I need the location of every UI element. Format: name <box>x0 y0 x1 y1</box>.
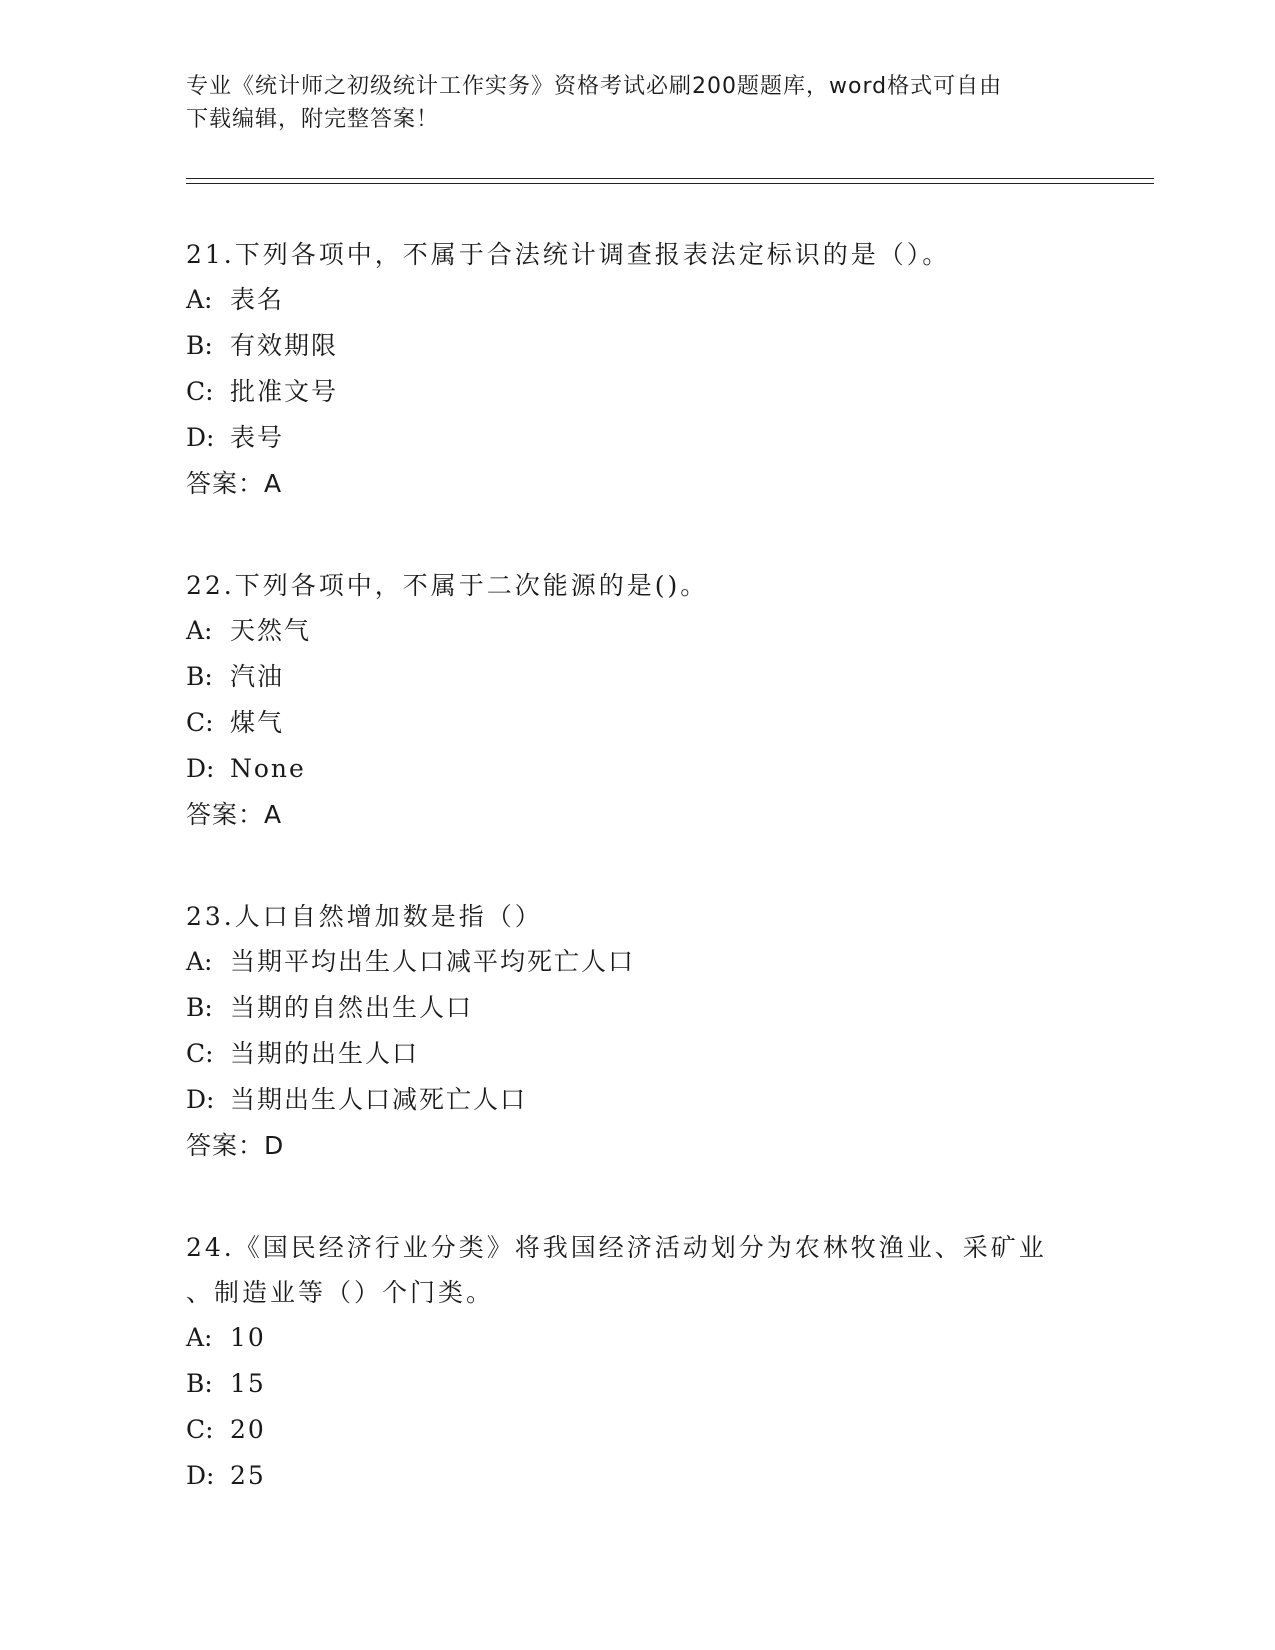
option-key: C: <box>186 1415 214 1444</box>
option-key: A: <box>186 285 213 314</box>
header-divider-top <box>186 178 1154 179</box>
option-text: 表名 <box>230 285 285 314</box>
option-d <box>186 415 1106 461</box>
question-23 <box>186 894 1106 1169</box>
option-text: 汽油 <box>230 662 285 691</box>
answer-line: 答案：A <box>186 800 283 829</box>
option-text: None <box>230 754 306 783</box>
option-key: B: <box>186 1369 213 1398</box>
option-c <box>186 1407 1106 1453</box>
option-text: 当期的出生人口 <box>230 1039 420 1068</box>
option-a <box>186 608 1106 654</box>
option-text: 15 <box>230 1369 266 1398</box>
document-header <box>186 70 1086 136</box>
question-stem: 21.下列各项中，不属于合法统计调查报表法定标识的是（）。 <box>186 240 951 269</box>
option-d <box>186 1077 1106 1123</box>
header-title-line-2: 下载编辑，附完整答案！ <box>186 107 440 132</box>
option-c <box>186 1031 1106 1077</box>
option-b <box>186 1361 1106 1407</box>
option-a <box>186 939 1106 985</box>
question-stem: 22.下列各项中，不属于二次能源的是()。 <box>186 571 709 600</box>
question-22 <box>186 563 1106 838</box>
option-key: A: <box>186 616 213 645</box>
option-key: D: <box>186 754 215 783</box>
option-b <box>186 654 1106 700</box>
option-text: 有效期限 <box>230 331 339 360</box>
option-key: A: <box>186 947 213 976</box>
option-b <box>186 323 1106 369</box>
question-21 <box>186 232 1106 507</box>
option-a <box>186 277 1106 323</box>
answer-line: 答案：A <box>186 469 283 498</box>
question-stem: 24.《国民经济行业分类》将我国经济活动划分为农林牧渔业、采矿业 <box>186 1233 1047 1262</box>
option-key: C: <box>186 708 214 737</box>
question-stem-continued: 、制造业等（）个门类。 <box>186 1278 495 1307</box>
header-title-line-1: 专业《统计师之初级统计工作实务》资格考试必刷200题题库，word格式可自由 <box>186 74 1003 99</box>
option-key: C: <box>186 1039 214 1068</box>
question-24 <box>186 1225 1106 1499</box>
option-key: B: <box>186 662 213 691</box>
option-key: C: <box>186 377 214 406</box>
option-d <box>186 746 1106 792</box>
option-text: 25 <box>230 1461 266 1490</box>
option-text: 20 <box>230 1415 266 1444</box>
option-text: 当期的自然出生人口 <box>230 993 474 1022</box>
option-key: A: <box>186 1323 213 1352</box>
option-a <box>186 1315 1106 1361</box>
option-c <box>186 369 1106 415</box>
option-text: 天然气 <box>230 616 312 645</box>
option-key: D: <box>186 423 215 452</box>
question-list <box>186 232 1106 1555</box>
header-divider-bottom <box>186 183 1154 184</box>
option-text: 表号 <box>230 423 285 452</box>
option-key: B: <box>186 993 213 1022</box>
option-b <box>186 985 1106 1031</box>
option-text: 当期平均出生人口减平均死亡人口 <box>230 947 636 976</box>
option-text: 当期出生人口减死亡人口 <box>230 1085 528 1114</box>
answer-line: 答案：D <box>186 1131 285 1160</box>
option-key: D: <box>186 1461 215 1490</box>
option-key: D: <box>186 1085 215 1114</box>
option-text: 10 <box>230 1323 266 1352</box>
question-stem: 23.人口自然增加数是指（） <box>186 902 543 931</box>
option-d <box>186 1453 1106 1499</box>
option-key: B: <box>186 331 213 360</box>
option-text: 煤气 <box>230 708 285 737</box>
option-c <box>186 700 1106 746</box>
option-text: 批准文号 <box>230 377 339 406</box>
